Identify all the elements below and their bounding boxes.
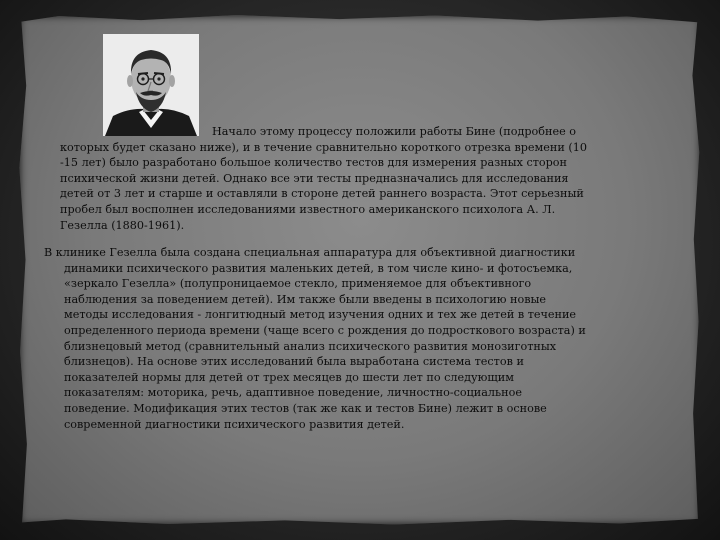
paragraph-line: современной диагностики психического развития детей. xyxy=(64,417,405,431)
gesell-paragraph xyxy=(44,245,678,432)
paragraph-line: Гезелла (1880-1961). xyxy=(60,218,185,232)
paragraph-line: поведение. Модификация этих тестов (так же как и тестов Бине) лежит в основе xyxy=(64,401,547,415)
paragraph-line: показателям: моторика, речь, адаптивное поведение, личностно-социальное xyxy=(64,386,522,400)
paragraph-line: методы исследования - лонгитюдный метод изучения одних и тех же детей в течение xyxy=(64,308,577,322)
portrait-icon xyxy=(103,34,199,136)
intro-paragraph xyxy=(60,124,666,233)
paragraph-line: В клинике Гезелла была создана специальная аппаратура для объективной диагностики xyxy=(44,246,576,259)
paragraph-line: наблюдения за поведением детей). Им также были введены в психологию новые xyxy=(64,292,547,306)
paragraph-line: показателей нормы для детей от трех месяцев до шести лет по следующим xyxy=(64,370,514,384)
paragraph-line: психической жизни детей. Однако все эти тесты предназначались для исследования xyxy=(60,171,569,185)
paragraph-line: пробел был восполнен исследованиями известного американского психолога А. Л. xyxy=(60,202,556,216)
paragraph-line: близнецов). На основе этих исследований была выработана система тестов и xyxy=(64,355,524,369)
paragraph-line: определенного периода времени (чаще всего с рождения до подросткового возраста) и xyxy=(64,323,586,337)
paragraph-line: которых будет сказано ниже), и в течение сравнительно короткого отрезка времени (10 xyxy=(60,140,587,154)
paragraph-line: Начало этому процессу положили работы Бине (подробнее о xyxy=(212,125,576,138)
paragraph-line: -15 лет) было разработано большое количество тестов для измерения разных сторон xyxy=(60,156,567,170)
paragraph-line: детей от 3 лет и старше и оставляли в стороне детей раннего возраста. Этот серьезный xyxy=(60,187,584,201)
paragraph-line: близнецовый метод (сравнительный анализ психического развития монозиготных xyxy=(64,339,557,353)
paragraph-line: «зеркало Гезелла» (полупроницаемое стекло, применяемое для объективного xyxy=(64,277,532,291)
portrait-photo xyxy=(103,34,199,136)
paragraph-line: динамики психического развития маленьких детей, в том числе кино- и фотосъемка, xyxy=(64,261,573,275)
